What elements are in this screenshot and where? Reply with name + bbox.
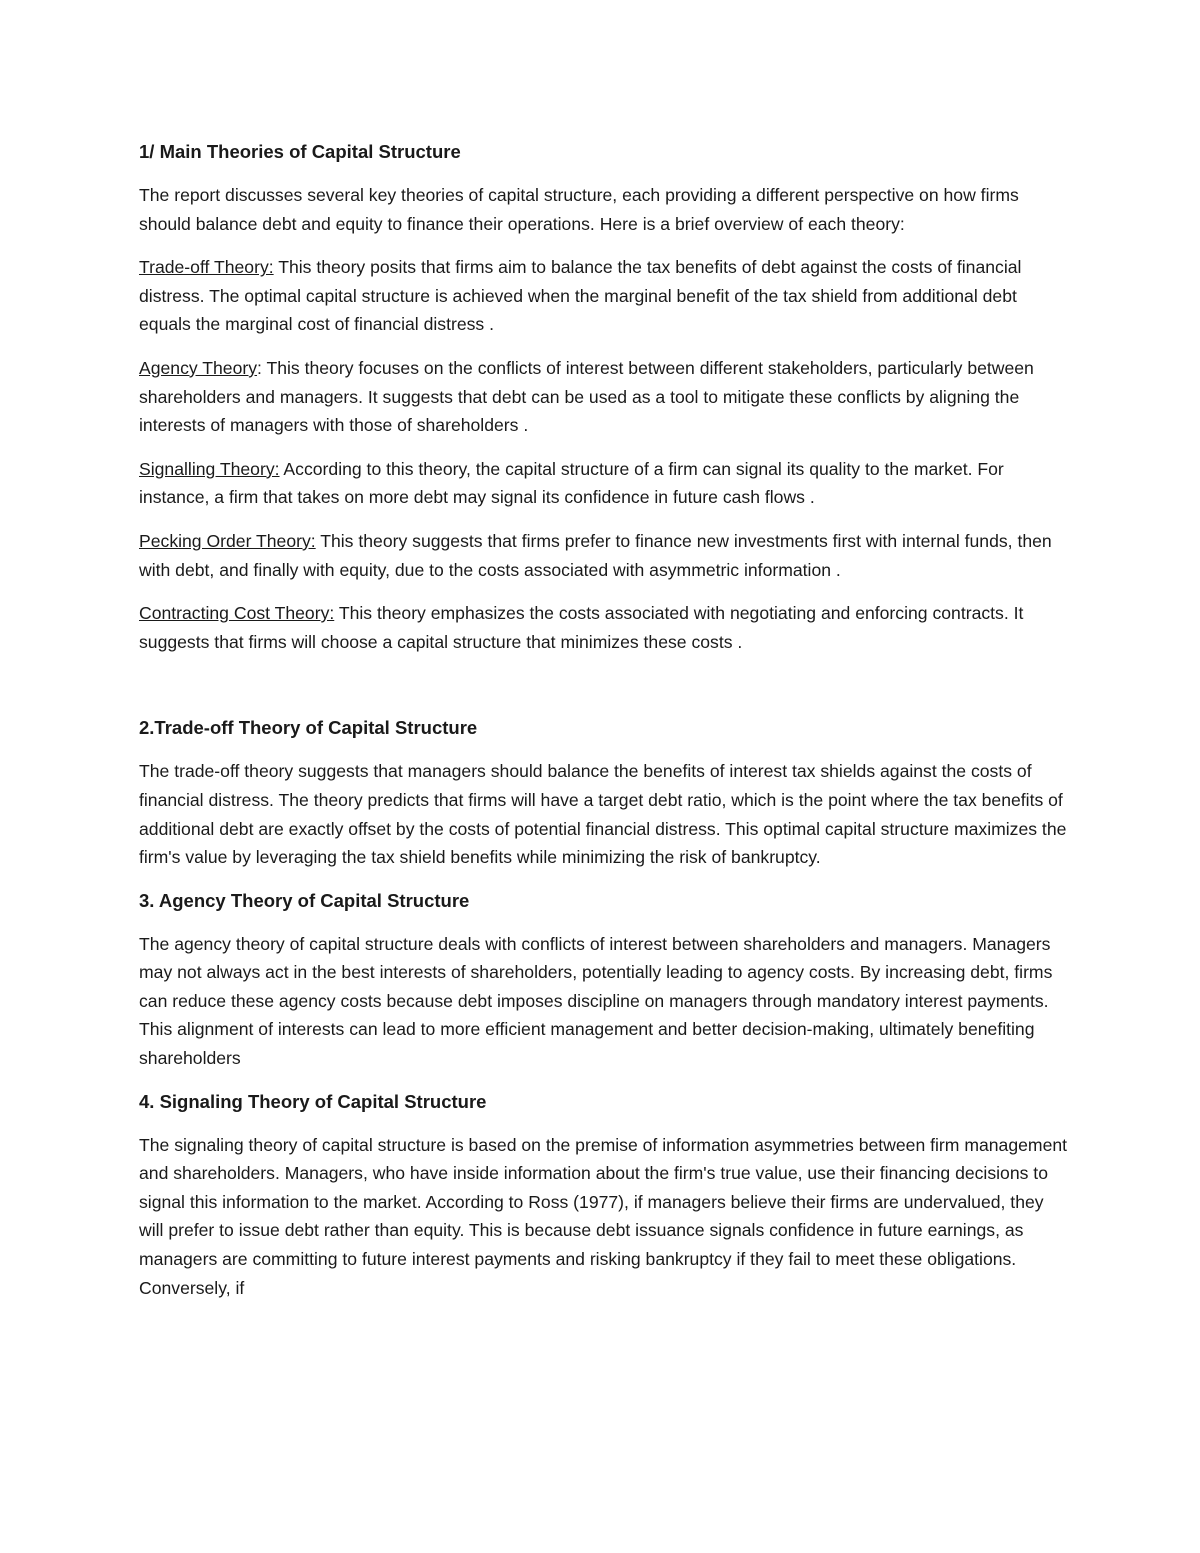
theory-signalling <box>139 455 1069 512</box>
theory-label: Pecking Order Theory: <box>139 530 316 551</box>
theory-pecking-order <box>139 527 1069 584</box>
section-2-body: The trade-off theory suggests that managers should balance the benefits of interest tax shields against the costs of financial distress. The theory predicts that firms will have a target debt ratio, which is the point where the tax benefits of additional debt are exactly offset by the costs of potential financial distress. This optimal capital structure maximizes the firm's value by leveraging the tax shield benefits while minimizing the risk of bankruptcy. <box>139 761 1067 868</box>
theory-agency <box>139 354 1069 440</box>
section-3-body: The agency theory of capital structure deals with conflicts of interest between shareholders and managers. Managers may not always act in the best interests of shareholders, potentially leading to agency costs. By increasing debt, firms can reduce these agency costs because debt imposes discipline on managers through mandatory interest payments. This alignment of interests can lead to more efficient management and better decision-making, ultimately benefiting shareholders <box>139 933 1053 1069</box>
theory-contracting-cost <box>139 599 1069 656</box>
theory-text: This theory suggests that firms prefer to finance new investments first with internal funds, then with debt, and finally with equity, due to the costs associated with asymmetric information . <box>139 530 1052 580</box>
theory-label: Signalling Theory: <box>139 458 280 479</box>
theory-text: This theory posits that firms aim to balance the tax benefits of debt against the costs of financial distress. The optimal capital structure is achieved when the marginal benefit of the tax shield from additional debt equals the marginal cost of financial distress . <box>139 257 1022 335</box>
theory-text: : This theory focuses on the conflicts of interest between different stakeholders, particularly between shareholders and managers. It suggests that debt can be used as a tool to mitigate these conflicts by aligning the interests of managers with those of shareholders . <box>139 357 1034 436</box>
section-1-intro: The report discusses several key theories of capital structure, each providing a different perspective on how firms should balance debt and equity to finance their operations. Here is a brief overview of each theory: <box>139 185 1019 234</box>
section-2-heading: 2.Trade-off Theory of Capital Structure <box>139 717 478 739</box>
theory-label: Trade-off Theory: <box>139 257 274 278</box>
theory-label: Contracting Cost Theory: <box>139 603 335 624</box>
section-4-body: The signaling theory of capital structure is based on the premise of information asymmetries between firm management and shareholders. Managers, who have inside information about the firm's true value, use their financing decisions to signal this information to the market. According to Ross (1977), if managers believe their firms are undervalued, they will prefer to issue debt rather than equity. This is because debt issuance signals confidence in future earnings, as managers are committing to future interest payments and risking bankruptcy if they fail to meet these obligations. Conversely, if <box>139 1134 1068 1298</box>
document-page <box>139 138 1069 1302</box>
section-1-heading: 1/ Main Theories of Capital Structure <box>139 141 461 162</box>
theory-text: This theory emphasizes the costs associated with negotiating and enforcing contracts. It suggests that firms will choose a capital structure that minimizes these costs . <box>139 603 1024 652</box>
theory-text: According to this theory, the capital structure of a firm can signal its quality to the market. For instance, a firm that takes on more debt may signal its confidence in future cash flows . <box>139 458 1004 508</box>
section-3-heading: 3. Agency Theory of Capital Structure <box>139 889 470 911</box>
theory-label: Agency Theory <box>139 357 258 378</box>
section-4-heading: 4. Signaling Theory of Capital Structure <box>139 1090 487 1112</box>
theory-trade-off <box>139 253 1069 339</box>
